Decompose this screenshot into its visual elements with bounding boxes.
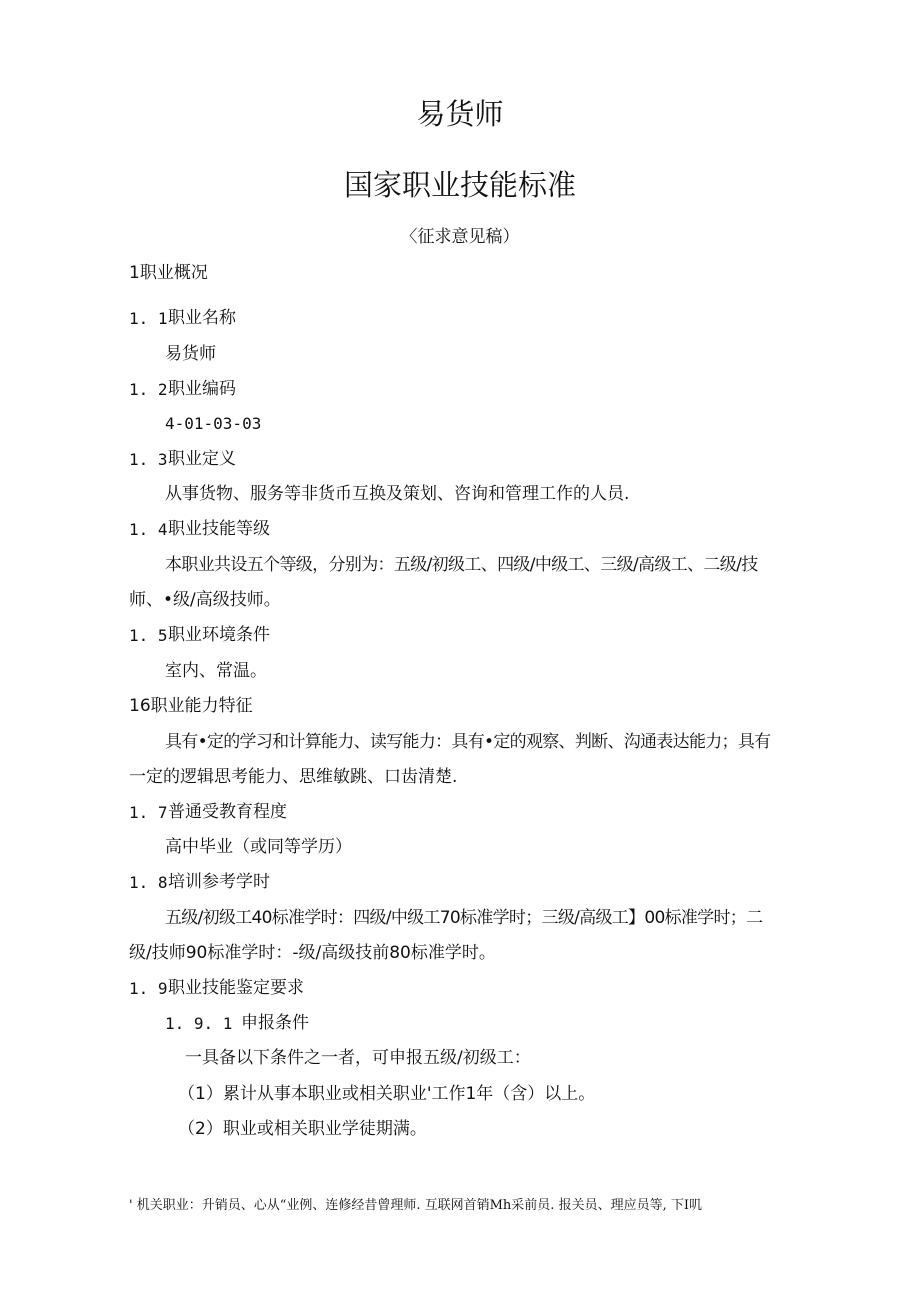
section-1-4-content-line2: 师、•级/高级技师。: [129, 590, 281, 610]
section-1-9-1-intro: 一具备以下条件之一者，可申报五级/初级工：: [185, 1048, 531, 1068]
section-1-9-heading: 职业技能鉴定要求: [168, 978, 304, 998]
section-1-3-content: 从事货物、服务等非货币互换及策划、咨询和管理工作的人员.: [165, 484, 630, 504]
document-subtitle: 〈征求意见稿）: [400, 227, 520, 247]
section-1-2-number: 1. 2: [129, 380, 168, 399]
section-1-3-number: 1. 3: [129, 450, 168, 469]
document-title-line2: 国家职业技能标准: [343, 168, 576, 202]
section-1-1-content: 易货师: [165, 344, 216, 364]
list-item: （2）职业或相关职业学徒期满。: [178, 1119, 427, 1139]
section-1-8-heading: 培训参考学时: [168, 872, 270, 892]
section-1-4-number: 1. 4: [129, 520, 168, 539]
section-1-8-content-line1: 五级/初级工40标准学时：四级/中级工70标准学时；三级/高级工】00标准学时；二: [165, 908, 763, 928]
section-1-6-heading: 16职业能力特征: [129, 696, 253, 716]
section-1-7-content: 高中毕业（或同等学历）: [165, 837, 352, 857]
section-1-8-content-line2: 级/技师90标准学时：-级/高级技前80标准学时。: [129, 943, 496, 963]
section-1-9-1-heading: 申报条件: [241, 1013, 309, 1033]
section-1-6-content-line1: 具有•定的学习和计算能力、读写能力：具有•定的观察、判断、沟通表达能力；具有: [165, 732, 771, 752]
section-1-4-heading: 职业技能等级: [168, 519, 270, 539]
list-item: （1）累计从事本职业或相关职业'工作1年（含）以上。: [178, 1084, 596, 1104]
section-1-5-content: 室内、常温。: [165, 661, 267, 681]
section-1-9-1-number: 1. 9. 1: [165, 1014, 233, 1033]
footnote: ' 机关职业：升销员、心从“业例、连修经昔曾理师. 互联网首销Mh采前员. 报关员、理应员等, 下I叽: [129, 1198, 702, 1213]
section-1-9-number: 1. 9: [129, 979, 168, 998]
section-1-7-number: 1. 7: [129, 803, 168, 822]
section-1-1-heading: 职业名称: [168, 308, 236, 328]
section-1-5-number: 1. 5: [129, 626, 168, 645]
section-1-8-number: 1. 8: [129, 873, 168, 892]
section-1-5-heading: 职业环境条件: [168, 625, 270, 645]
section-1-4-content-line1: 本职业共设五个等级，分别为：五级/初级工、四级/中级工、三级/高级工、二级/技: [165, 555, 758, 575]
section-1-3-heading: 职业定义: [168, 449, 236, 469]
section-1-6-content-line2: 一定的逻辑思考能力、思维敏跳、口齿清楚.: [129, 767, 458, 787]
section-1-2-heading: 职业编码: [168, 379, 236, 399]
section-1-1-number: 1. 1: [129, 309, 168, 328]
section-1-heading: 1职业概况: [129, 263, 208, 283]
section-1-2-content: 4-01-03-03: [165, 414, 262, 433]
document-title-line1: 易货师: [416, 97, 504, 131]
section-1-7-heading: 普通受教育程度: [168, 802, 287, 822]
